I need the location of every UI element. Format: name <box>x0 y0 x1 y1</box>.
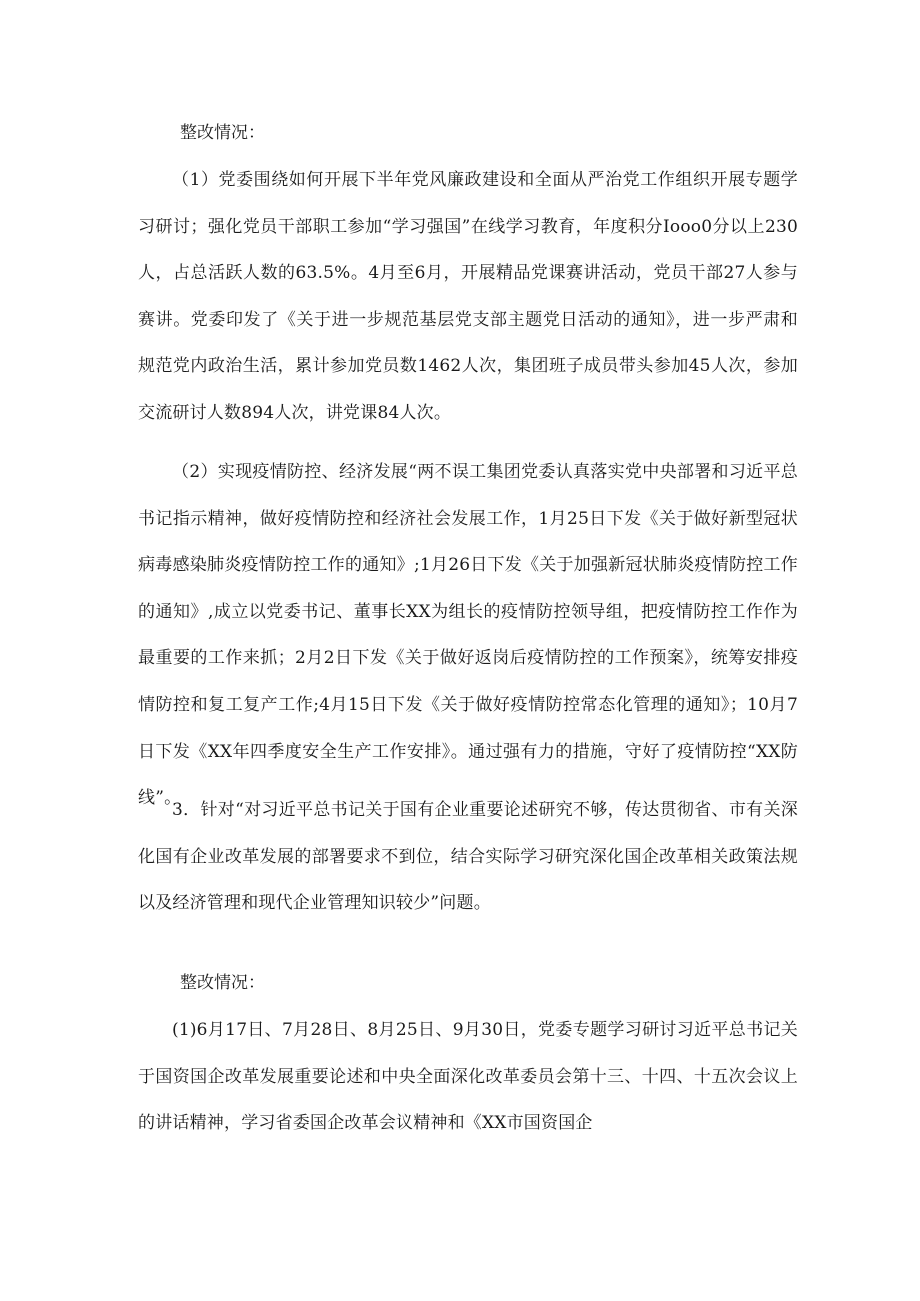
paragraph-issue-3: 3．针对“对习近平总书记关于国有企业重要论述研究不够，传达贯彻省、市有关深化国有企业改革发展的部署要求不到位，结合实际学习研究深化国企改革相关政策法规以及经济管理和现代企业管理知识较少”问题。 <box>138 800 798 914</box>
section-heading-rectification-2: 整改情况： <box>180 973 265 993</box>
paragraph-study-education: （1）党委围绕如何开展下半年党风廉政建设和全面从严治党工作组织开展专题学习研讨；强化党员干部职工参加“学习强国”在线学习教育，年度积分Iooo0分以上230人，占总活跃人数的63.5%。4月至6月，开展精品党课赛讲活动，党员干部27人参与赛讲。党委印发了《关于进一步规范基层党支部主题党日活动的通知》，进一步严肃和规范党内政治生活，累计参加党员数1462人次，集团班子成员带头参加45人次，参加交流研讨人数894人次，讲党课84人次。 <box>138 170 798 423</box>
paragraph-soe-reform-study: (1)6月17日、7月28日、8月25日、9月30日，党委专题学习研讨习近平总书记关于国资国企改革发展重要论述和中央全面深化改革委员会第十三、十四、十五次会议上的讲话精神，学习省委国企改革会议精神和《XX市国资国企 <box>138 1020 798 1134</box>
section-heading-rectification: 整改情况： <box>180 123 265 143</box>
paragraph-epidemic-control: （2）实现疫情防控、经济发展“两不误工集团党委认真落实党中央部署和习近平总书记指示精神，做好疫情防控和经济社会发展工作，1月25日下发《关于做好新型冠状病毒感染肺炎疫情防控工作的通知》;1月26日下发《关于加强新冠状肺炎疫情防控工作的通知》,成立以党委书记、董事长XX为组长的疫情防控领导组，把疫情防控工作作为最重要的工作来抓；2月2日下发《关于做好返岗后疫情防控的工作预案》，统筹安排疫情防控和复工复产工作;4月15日下发《关于做好疫情防控常态化管理的通知》；10月7日下发《XX年四季度安全生产工作安排》。通过强有力的措施，守好了疫情防控“XX防线”。 <box>138 462 798 809</box>
